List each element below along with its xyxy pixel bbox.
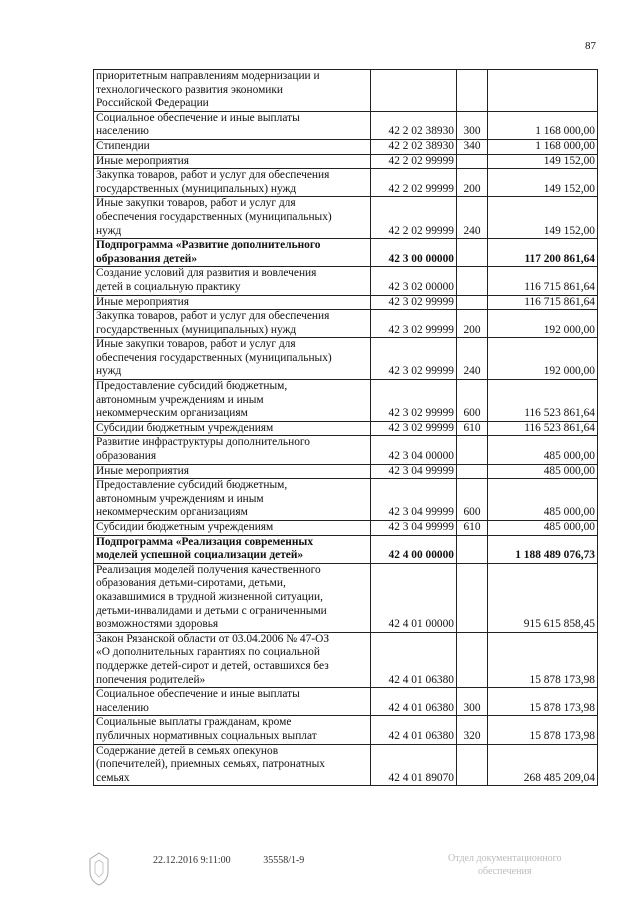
- row-amount-cell: 268 485 209,04: [488, 744, 598, 786]
- stamp-line-2: обеспечения: [478, 866, 532, 877]
- table-row: [94, 563, 598, 632]
- row-name-cell: Развитие инфраструктуры дополнительного образования: [94, 436, 371, 464]
- row-code-cell: 42 4 01 06380: [371, 632, 457, 687]
- row-name-cell: Закон Рязанской области от 03.04.2006 № 47-ОЗ «О дополнительных гарантиях по социальной поддержке детей-сирот и детей, оставшихся без попечения родителей»: [94, 632, 371, 687]
- table-row: [94, 632, 598, 687]
- row-code-cell: 42 4 01 06380: [371, 688, 457, 716]
- table-row: [94, 421, 598, 436]
- row-expense-type-cell: 300: [457, 688, 488, 716]
- row-name-cell: Иные мероприятия: [94, 154, 371, 169]
- footer-doc-number: 35558/1-9: [263, 855, 305, 866]
- row-code-cell: 42 3 04 00000: [371, 436, 457, 464]
- row-code-cell: 42 2 02 38930: [371, 111, 457, 139]
- row-amount-cell: 15 878 173,98: [488, 716, 598, 744]
- row-code-cell: 42 2 02 38930: [371, 139, 457, 154]
- row-code-cell: 42 3 02 99999: [371, 310, 457, 338]
- row-amount-cell: 149 152,00: [488, 169, 598, 197]
- row-expense-type-cell: [457, 154, 488, 169]
- table-row: [94, 535, 598, 563]
- row-expense-type-cell: 610: [457, 421, 488, 436]
- table-row: [94, 154, 598, 169]
- budget-table-body: [94, 70, 598, 786]
- row-amount-cell: 1 188 489 076,73: [488, 535, 598, 563]
- row-amount-cell: 15 878 173,98: [488, 632, 598, 687]
- row-code-cell: 42 3 04 99999: [371, 521, 457, 536]
- row-amount-cell: 149 152,00: [488, 197, 598, 239]
- stamp-line-1: Отдел документационного: [448, 853, 562, 864]
- row-name-cell: Подпрограмма «Развитие дополнительного образования детей»: [94, 239, 371, 267]
- row-name-cell: Социальное обеспечение и иные выплаты населению: [94, 688, 371, 716]
- row-amount-cell: 1 168 000,00: [488, 139, 598, 154]
- table-row: [94, 267, 598, 295]
- row-name-cell: Стипендии: [94, 139, 371, 154]
- row-code-cell: 42 3 04 99999: [371, 479, 457, 521]
- row-code-cell: 42 3 04 99999: [371, 464, 457, 479]
- row-name-cell: Подпрограмма «Реализация современных моделей успешной социализации детей»: [94, 535, 371, 563]
- row-expense-type-cell: [457, 632, 488, 687]
- row-expense-type-cell: 340: [457, 139, 488, 154]
- table-row: [94, 295, 598, 310]
- row-expense-type-cell: [457, 464, 488, 479]
- table-row: [94, 464, 598, 479]
- table-row: [94, 744, 598, 786]
- row-name-cell: Иные мероприятия: [94, 464, 371, 479]
- table-row: [94, 716, 598, 744]
- row-code-cell: 42 3 02 99999: [371, 380, 457, 422]
- row-name-cell: Реализация моделей получения качественного образования детьми-сиротами, детьми, оказавшимися в трудной жизненной ситуации, детьми-инвалидами и детьми с ограниченными возможностями здоровья: [94, 563, 371, 632]
- row-expense-type-cell: [457, 436, 488, 464]
- row-name-cell: приоритетным направлениям модернизации и технологического развития экономики Российской Федерации: [94, 70, 371, 112]
- table-row: [94, 310, 598, 338]
- row-expense-type-cell: 610: [457, 521, 488, 536]
- row-name-cell: Иные закупки товаров, работ и услуг для обеспечения государственных (муниципальных) нужд: [94, 338, 371, 380]
- row-amount-cell: 915 615 858,45: [488, 563, 598, 632]
- table-row: [94, 70, 598, 112]
- row-code-cell: 42 3 02 99999: [371, 421, 457, 436]
- row-name-cell: Создание условий для развития и вовлечения детей в социальную практику: [94, 267, 371, 295]
- row-amount-cell: 485 000,00: [488, 464, 598, 479]
- row-amount-cell: 116 715 861,64: [488, 267, 598, 295]
- row-amount-cell: 116 523 861,64: [488, 380, 598, 422]
- row-amount-cell: 15 878 173,98: [488, 688, 598, 716]
- document-footer: [153, 855, 334, 866]
- row-name-cell: Закупка товаров, работ и услуг для обеспечения государственных (муниципальных) нужд: [94, 169, 371, 197]
- row-amount-cell: 1 168 000,00: [488, 111, 598, 139]
- row-expense-type-cell: 300: [457, 111, 488, 139]
- row-code-cell: 42 3 02 00000: [371, 267, 457, 295]
- row-code-cell: 42 4 01 89070: [371, 744, 457, 786]
- table-row: [94, 169, 598, 197]
- budget-table: [93, 69, 598, 786]
- row-expense-type-cell: [457, 563, 488, 632]
- row-amount-cell: 117 200 861,64: [488, 239, 598, 267]
- row-code-cell: [371, 70, 457, 112]
- row-name-cell: Иные мероприятия: [94, 295, 371, 310]
- row-expense-type-cell: 600: [457, 380, 488, 422]
- row-name-cell: Иные закупки товаров, работ и услуг для обеспечения государственных (муниципальных) нужд: [94, 197, 371, 239]
- row-amount-cell: 116 715 861,64: [488, 295, 598, 310]
- row-expense-type-cell: 200: [457, 310, 488, 338]
- row-code-cell: 42 4 00 00000: [371, 535, 457, 563]
- row-code-cell: 42 2 02 99999: [371, 197, 457, 239]
- row-amount-cell: 485 000,00: [488, 479, 598, 521]
- row-expense-type-cell: [457, 70, 488, 112]
- row-expense-type-cell: [457, 239, 488, 267]
- row-code-cell: 42 4 01 00000: [371, 563, 457, 632]
- coat-of-arms-icon: [86, 851, 112, 887]
- row-amount-cell: 192 000,00: [488, 338, 598, 380]
- row-code-cell: 42 3 02 99999: [371, 295, 457, 310]
- row-expense-type-cell: [457, 744, 488, 786]
- table-row: [94, 436, 598, 464]
- table-row: [94, 111, 598, 139]
- row-name-cell: Субсидии бюджетным учреждениям: [94, 521, 371, 536]
- registration-stamp: [448, 852, 561, 878]
- page-number: 87: [585, 40, 596, 52]
- row-code-cell: 42 2 02 99999: [371, 154, 457, 169]
- row-expense-type-cell: 240: [457, 197, 488, 239]
- row-amount-cell: 485 000,00: [488, 436, 598, 464]
- table-row: [94, 139, 598, 154]
- row-expense-type-cell: 240: [457, 338, 488, 380]
- row-name-cell: Субсидии бюджетным учреждениям: [94, 421, 371, 436]
- table-row: [94, 197, 598, 239]
- row-amount-cell: [488, 70, 598, 112]
- row-name-cell: Предоставление субсидий бюджетным, автономным учреждениям и иным некоммерческим организациям: [94, 479, 371, 521]
- row-name-cell: Социальные выплаты гражданам, кроме публичных нормативных социальных выплат: [94, 716, 371, 744]
- footer-timestamp: 22.12.2016 9:11:00: [153, 855, 231, 866]
- row-name-cell: Закупка товаров, работ и услуг для обеспечения государственных (муниципальных) нужд: [94, 310, 371, 338]
- row-expense-type-cell: [457, 295, 488, 310]
- row-amount-cell: 149 152,00: [488, 154, 598, 169]
- row-name-cell: Содержание детей в семьях опекунов (попечителей), приемных семьях, патронатных семьях: [94, 744, 371, 786]
- table-row: [94, 239, 598, 267]
- row-code-cell: 42 4 01 06380: [371, 716, 457, 744]
- row-expense-type-cell: 600: [457, 479, 488, 521]
- row-expense-type-cell: [457, 535, 488, 563]
- row-name-cell: Социальное обеспечение и иные выплаты населению: [94, 111, 371, 139]
- row-amount-cell: 192 000,00: [488, 310, 598, 338]
- table-row: [94, 380, 598, 422]
- table-row: [94, 521, 598, 536]
- table-row: [94, 338, 598, 380]
- row-name-cell: Предоставление субсидий бюджетным, автономным учреждениям и иным некоммерческим организациям: [94, 380, 371, 422]
- row-expense-type-cell: 320: [457, 716, 488, 744]
- table-row: [94, 479, 598, 521]
- row-amount-cell: 116 523 861,64: [488, 421, 598, 436]
- row-expense-type-cell: 200: [457, 169, 488, 197]
- row-amount-cell: 485 000,00: [488, 521, 598, 536]
- row-code-cell: 42 3 02 99999: [371, 338, 457, 380]
- table-row: [94, 688, 598, 716]
- row-code-cell: 42 3 00 00000: [371, 239, 457, 267]
- row-expense-type-cell: [457, 267, 488, 295]
- row-code-cell: 42 2 02 99999: [371, 169, 457, 197]
